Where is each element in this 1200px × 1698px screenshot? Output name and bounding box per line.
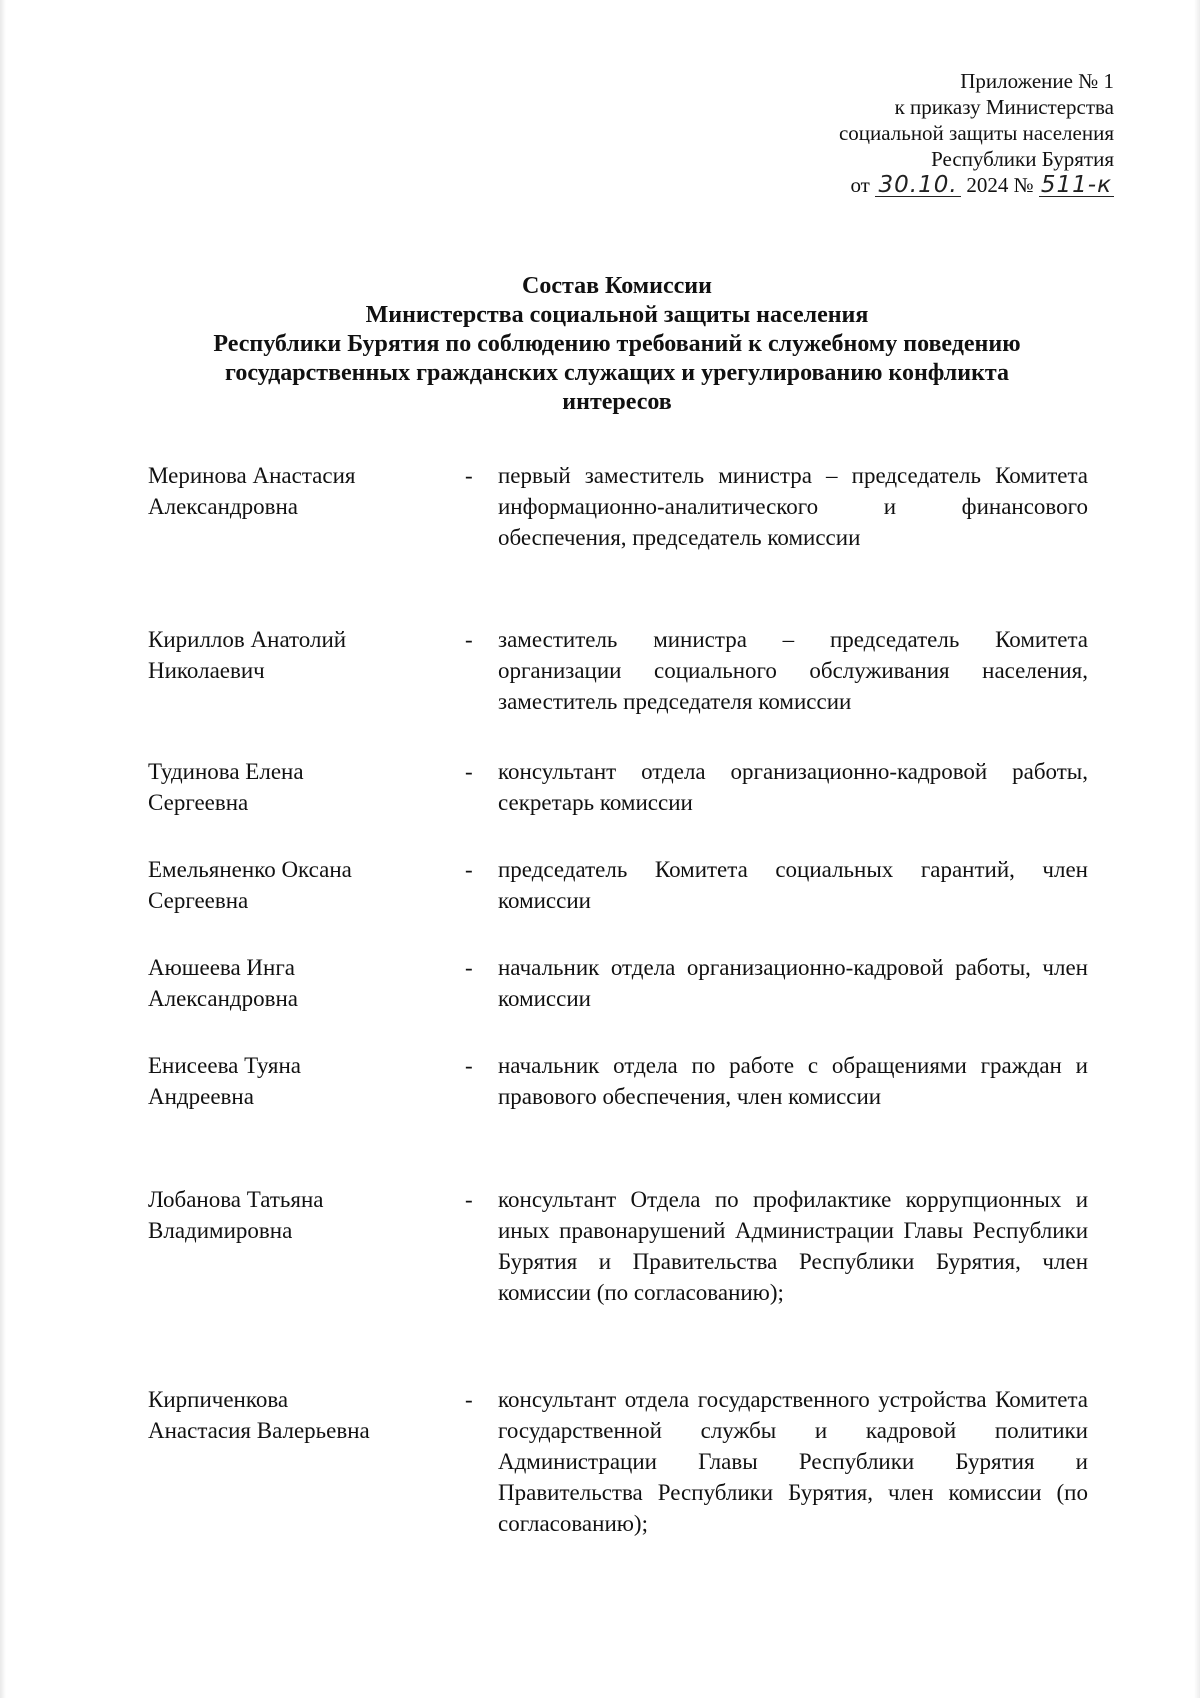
member-surname-first-name: Меринова Анастасия — [148, 463, 356, 488]
member-patronymic: Сергеевна — [148, 888, 249, 913]
title-line-4: государственных гражданских служащих и урегулированию конфликта — [225, 360, 1009, 386]
member-patronymic: Андреевна — [148, 1084, 254, 1109]
member-position: консультант отдела организационно-кадровой работы, секретарь комиссии — [498, 759, 1088, 815]
member-position: первый заместитель министра – председатель Комитета информационно-аналитического и финансового обеспечения, председатель комиссии — [498, 463, 1088, 550]
date-prefix: от — [850, 173, 870, 197]
member-surname-first-name: Лобанова Татьяна — [148, 1187, 324, 1212]
annex-line-3: социальной защиты населения — [838, 121, 1114, 145]
annex-line-4: Республики Бурятия — [931, 147, 1114, 171]
scan-edge-right — [1194, 0, 1200, 1698]
member-name — [148, 756, 438, 818]
dash-separator: - — [465, 1387, 473, 1412]
order-date-line — [694, 172, 1114, 198]
title-line-5: интересов — [562, 389, 672, 415]
member-patronymic: Александровна — [148, 494, 298, 519]
dash-separator: - — [465, 1053, 473, 1078]
member-patronymic: Николаевич — [148, 658, 265, 683]
member-patronymic: Александровна — [148, 986, 298, 1011]
dash-separator: - — [465, 759, 473, 784]
title-line-3: Республики Бурятия по соблюдению требований к служебному поведению — [213, 331, 1021, 357]
member-name — [148, 460, 438, 522]
annex-header — [694, 68, 1114, 198]
member-patronymic: Анастасия Валерьевна — [148, 1418, 370, 1443]
member-name — [148, 624, 438, 686]
member-name — [148, 854, 438, 916]
order-year: 2024 № — [966, 173, 1034, 197]
member-position: начальник отдела по работе с обращениями граждан и правового обеспечения, член комиссии — [498, 1053, 1088, 1109]
member-surname-first-name: Кирпиченкова — [148, 1387, 289, 1412]
document-title — [120, 272, 1114, 417]
member-surname-first-name: Енисеева Туяна — [148, 1053, 302, 1078]
member-patronymic: Владимировна — [148, 1218, 293, 1243]
member-position: председатель Комитета социальных гарантий, член комиссии — [498, 857, 1088, 913]
member-name — [148, 952, 438, 1014]
handwritten-order-number: 511-к — [1040, 172, 1112, 198]
member-position: консультант отдела государственного устройства Комитета государственной службы и кадровой политики Администрации Главы Республики Бурятия и Правительства Республики Бурятия, член комиссии (по согласованию); — [498, 1387, 1088, 1536]
member-name — [148, 1184, 438, 1246]
dash-separator: - — [465, 463, 473, 488]
dash-separator: - — [465, 857, 473, 882]
member-surname-first-name: Кириллов Анатолий — [148, 627, 347, 652]
member-name — [148, 1050, 438, 1112]
member-position: консультант Отдела по профилактике коррупционных и иных правонарушений Администрации Главы Республики Бурятия и Правительства Республики Бурятия, член комиссии (по согласованию); — [498, 1187, 1088, 1305]
title-line-2: Министерства социальной защиты населения — [365, 302, 869, 328]
annex-line-2: к приказу Министерства — [894, 95, 1114, 119]
member-patronymic: Сергеевна — [148, 790, 249, 815]
scan-edge-left — [0, 0, 6, 1698]
member-surname-first-name: Тудинова Елена — [148, 759, 304, 784]
member-position: заместитель министра – председатель Комитета организации социального обслуживания населения, заместитель председателя комиссии — [498, 627, 1088, 714]
member-name — [148, 1384, 438, 1446]
member-surname-first-name: Емельяненко Оксана — [148, 857, 352, 882]
dash-separator: - — [465, 627, 473, 652]
member-surname-first-name: Аюшеева Инга — [148, 955, 295, 980]
dash-separator: - — [465, 1187, 473, 1212]
handwritten-date: 30.10. — [875, 174, 961, 197]
dash-separator: - — [465, 955, 473, 980]
member-position: начальник отдела организационно-кадровой работы, член комиссии — [498, 955, 1088, 1011]
title-line-1: Состав Комиссии — [522, 273, 712, 299]
annex-line-1: Приложение № 1 — [960, 69, 1114, 93]
